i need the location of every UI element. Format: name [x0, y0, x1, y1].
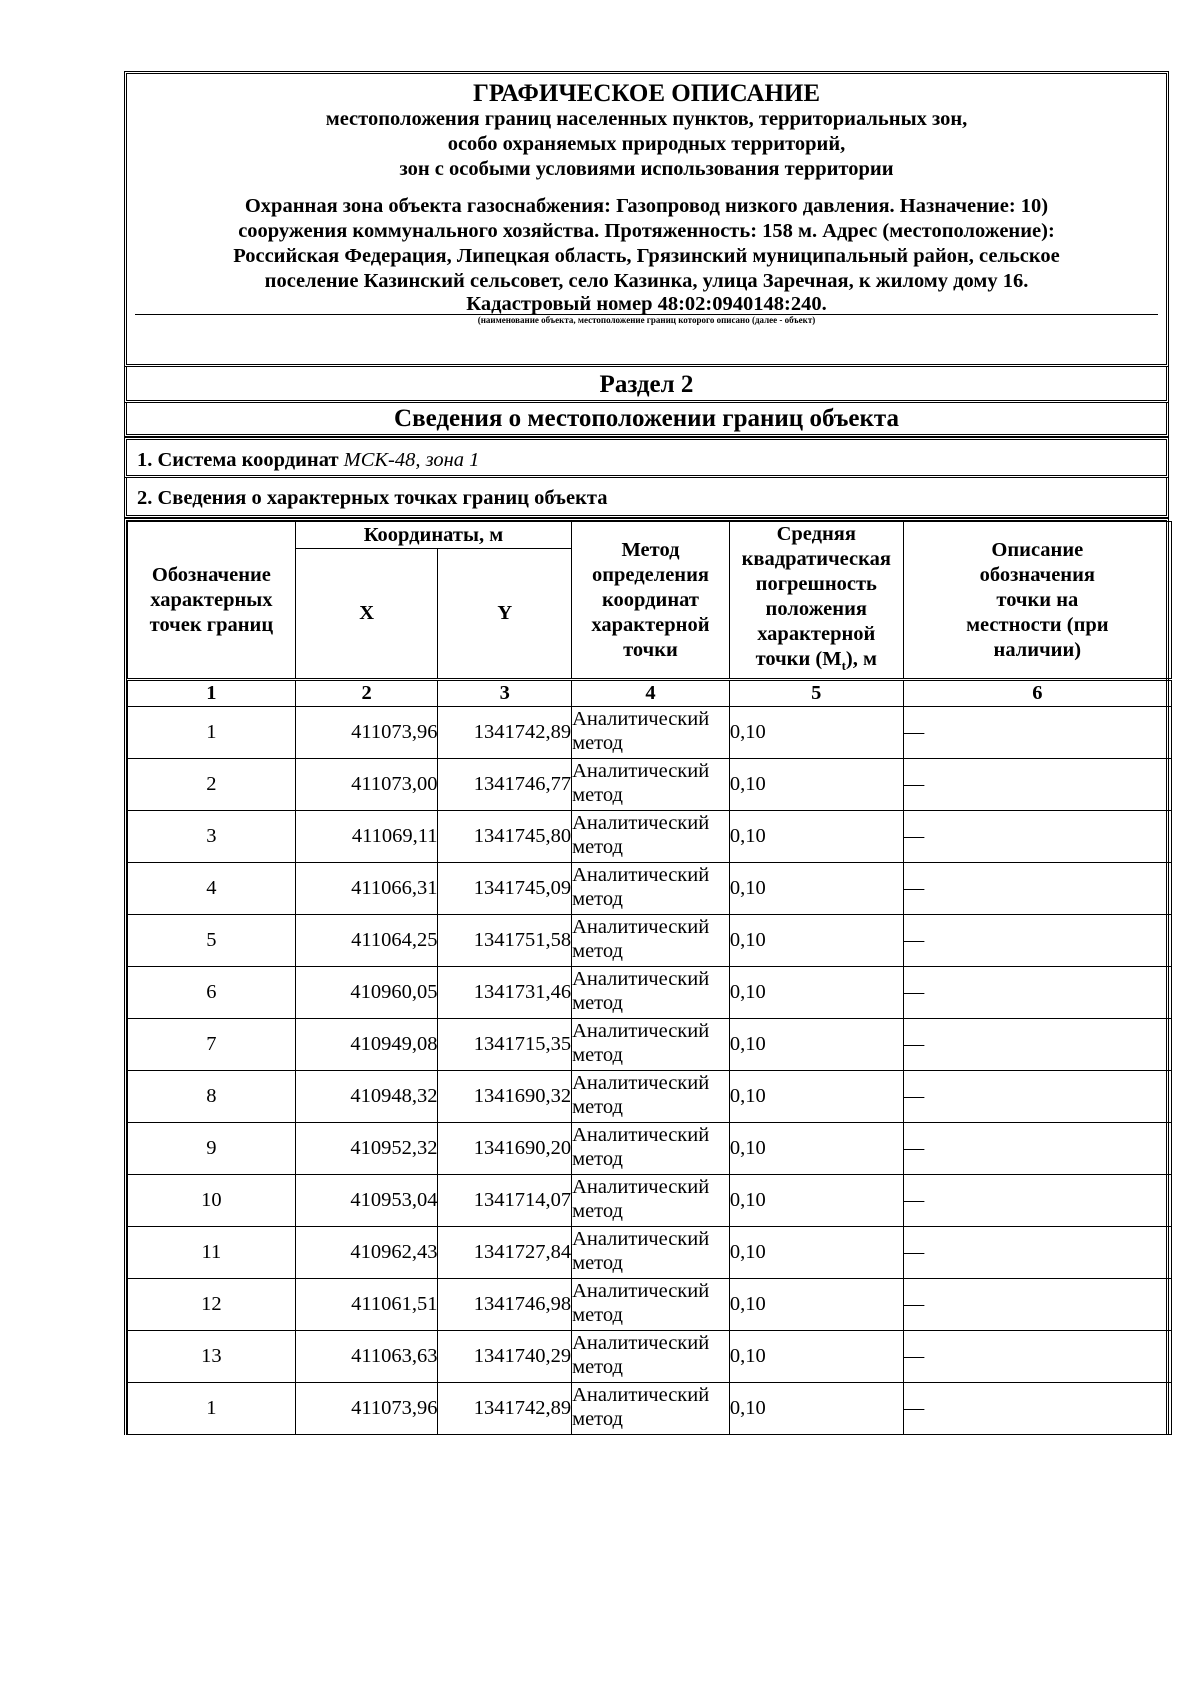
description-cell: —	[903, 915, 1171, 967]
table-row	[128, 759, 1172, 811]
method-cell: Аналитический метод	[572, 1227, 730, 1279]
section-title: Раздел 2	[124, 367, 1169, 403]
method-cell: Аналитический метод	[572, 1175, 730, 1227]
error-cell: 0,10	[729, 1019, 903, 1071]
error-cell: 0,10	[729, 1279, 903, 1331]
header-y: Y	[438, 549, 572, 680]
object-line: Кадастровый номер 48:02:0940148:240.	[466, 293, 827, 315]
x-coordinate-cell: 411063,63	[295, 1331, 438, 1383]
subtitle-line: особо охраняемых природных территорий,	[447, 133, 846, 155]
table-row	[128, 967, 1172, 1019]
header-error-sub: t	[841, 658, 846, 674]
error-cell: 0,10	[729, 811, 903, 863]
error-cell: 0,10	[729, 1123, 903, 1175]
point-id-cell: 3	[128, 811, 296, 863]
x-coordinate-cell: 411069,11	[295, 811, 438, 863]
x-coordinate-cell: 410960,05	[295, 967, 438, 1019]
header-error	[729, 522, 903, 680]
y-coordinate-cell: 1341714,07	[438, 1175, 572, 1227]
error-cell: 0,10	[729, 707, 903, 759]
error-cell: 0,10	[729, 967, 903, 1019]
error-cell: 0,10	[729, 915, 903, 967]
description-cell: —	[903, 759, 1171, 811]
object-line: Российская Федерация, Липецкая область, Грязинский муниципальный район, сельское	[233, 245, 1060, 267]
header-method: Метод определения координат характерной точки	[572, 522, 730, 680]
method-cell: Аналитический метод	[572, 915, 730, 967]
point-id-cell: 6	[128, 967, 296, 1019]
error-cell: 0,10	[729, 863, 903, 915]
y-coordinate-cell: 1341751,58	[438, 915, 572, 967]
method-cell: Аналитический метод	[572, 1123, 730, 1175]
point-id-cell: 12	[128, 1279, 296, 1331]
document-title: ГРАФИЧЕСКОЕ ОПИСАНИЕ	[472, 80, 821, 107]
header-error-text: Средняя квадратическая погрешность положения характерной точки (M	[741, 523, 891, 670]
method-cell: Аналитический метод	[572, 863, 730, 915]
point-id-cell: 10	[128, 1175, 296, 1227]
y-coordinate-cell: 1341745,80	[438, 811, 572, 863]
object-line: Охранная зона объекта газоснабжения: Газопровод низкого давления. Назначение: 10)	[244, 195, 1049, 217]
method-cell: Аналитический метод	[572, 967, 730, 1019]
table-row	[128, 1331, 1172, 1383]
method-cell: Аналитический метод	[572, 707, 730, 759]
method-cell: Аналитический метод	[572, 1279, 730, 1331]
table-row	[128, 811, 1172, 863]
object-caption: (наименование объекта, местоположение границ которого описано (далее - объект)	[477, 315, 816, 325]
column-number: 5	[729, 680, 903, 707]
point-id-cell: 9	[128, 1123, 296, 1175]
object-line: поселение Казинский сельсовет, село Казинка, улица Заречная, к жилому дому 16.	[264, 270, 1029, 292]
description-cell: —	[903, 1123, 1171, 1175]
method-cell: Аналитический метод	[572, 1019, 730, 1071]
x-coordinate-cell: 411061,51	[295, 1279, 438, 1331]
column-number: 4	[572, 680, 730, 707]
y-coordinate-cell: 1341742,89	[438, 1383, 572, 1435]
method-cell: Аналитический метод	[572, 811, 730, 863]
points-heading: 2. Сведения о характерных точках границ объекта	[137, 487, 608, 509]
description-cell: —	[903, 1175, 1171, 1227]
table-row	[128, 707, 1172, 759]
description-cell: —	[903, 811, 1171, 863]
header-description: Описание обозначения точки на местности (при наличии)	[903, 522, 1171, 680]
description-cell: —	[903, 967, 1171, 1019]
subtitle-line: местоположения границ населенных пунктов, территориальных зон,	[325, 108, 968, 130]
error-cell: 0,10	[729, 1331, 903, 1383]
table-row	[128, 1279, 1172, 1331]
y-coordinate-cell: 1341690,32	[438, 1071, 572, 1123]
document-header	[124, 71, 1169, 367]
column-number: 2	[295, 680, 438, 707]
point-id-cell: 11	[128, 1227, 296, 1279]
header-coordinates: Координаты, м	[295, 522, 571, 549]
subtitle-line: зон с особыми условиями использования территории	[399, 158, 894, 180]
error-cell: 0,10	[729, 1175, 903, 1227]
method-cell: Аналитический метод	[572, 1071, 730, 1123]
coordinate-system-value: МСК-48, зона 1	[343, 449, 480, 471]
method-cell: Аналитический метод	[572, 1331, 730, 1383]
description-cell: —	[903, 863, 1171, 915]
point-id-cell: 4	[128, 863, 296, 915]
error-cell: 0,10	[729, 1227, 903, 1279]
x-coordinate-cell: 410962,43	[295, 1227, 438, 1279]
x-coordinate-cell: 411073,96	[295, 707, 438, 759]
header-x: X	[295, 549, 438, 680]
document-subtitle	[127, 107, 1166, 182]
table-row	[128, 915, 1172, 967]
table-row	[128, 1019, 1172, 1071]
coordinate-system-row	[124, 437, 1169, 478]
method-cell: Аналитический метод	[572, 759, 730, 811]
coordinate-system-label: 1. Система координат	[137, 449, 339, 471]
x-coordinate-cell: 410952,32	[295, 1123, 438, 1175]
point-id-cell: 8	[128, 1071, 296, 1123]
description-cell: —	[903, 1019, 1171, 1071]
error-cell: 0,10	[729, 1071, 903, 1123]
y-coordinate-cell: 1341727,84	[438, 1227, 572, 1279]
table-row	[128, 1175, 1172, 1227]
table-row	[128, 863, 1172, 915]
table-row	[128, 1227, 1172, 1279]
x-coordinate-cell: 410953,04	[295, 1175, 438, 1227]
y-coordinate-cell: 1341745,09	[438, 863, 572, 915]
point-id-cell: 1	[128, 707, 296, 759]
points-heading-row	[124, 478, 1169, 518]
description-cell: —	[903, 1071, 1171, 1123]
y-coordinate-cell: 1341715,35	[438, 1019, 572, 1071]
x-coordinate-cell: 411064,25	[295, 915, 438, 967]
error-cell: 0,10	[729, 759, 903, 811]
x-coordinate-cell: 411066,31	[295, 863, 438, 915]
document-page	[124, 71, 1169, 1435]
y-coordinate-cell: 1341731,46	[438, 967, 572, 1019]
description-cell: —	[903, 1227, 1171, 1279]
method-cell: Аналитический метод	[572, 1383, 730, 1435]
header-error-tail: ), м	[845, 648, 877, 670]
point-id-cell: 7	[128, 1019, 296, 1071]
x-coordinate-cell: 410949,08	[295, 1019, 438, 1071]
y-coordinate-cell: 1341740,29	[438, 1331, 572, 1383]
point-id-cell: 2	[128, 759, 296, 811]
column-numbers-row	[128, 680, 1172, 707]
y-coordinate-cell: 1341690,20	[438, 1123, 572, 1175]
column-number: 1	[128, 680, 296, 707]
point-id-cell: 5	[128, 915, 296, 967]
description-cell: —	[903, 707, 1171, 759]
x-coordinate-cell: 411073,00	[295, 759, 438, 811]
x-coordinate-cell: 410948,32	[295, 1071, 438, 1123]
column-number: 6	[903, 680, 1171, 707]
table-row	[128, 1383, 1172, 1435]
points-table-frame	[124, 518, 1169, 1435]
y-coordinate-cell: 1341746,98	[438, 1279, 572, 1331]
object-description	[127, 194, 1166, 314]
description-cell: —	[903, 1383, 1171, 1435]
point-id-cell: 1	[128, 1383, 296, 1435]
table-row	[128, 1071, 1172, 1123]
description-cell: —	[903, 1331, 1171, 1383]
header-point-id: Обозначение характерных точек границ	[128, 522, 296, 680]
x-coordinate-cell: 411073,96	[295, 1383, 438, 1435]
point-id-cell: 13	[128, 1331, 296, 1383]
points-table	[127, 521, 1172, 1435]
y-coordinate-cell: 1341742,89	[438, 707, 572, 759]
column-number: 3	[438, 680, 572, 707]
section-subtitle: Сведения о местоположении границ объекта	[124, 403, 1169, 437]
table-row	[128, 1123, 1172, 1175]
object-line: сооружения коммунального хозяйства. Протяженность: 158 м. Адрес (местоположение):	[238, 220, 1055, 242]
error-cell: 0,10	[729, 1383, 903, 1435]
description-cell: —	[903, 1279, 1171, 1331]
y-coordinate-cell: 1341746,77	[438, 759, 572, 811]
